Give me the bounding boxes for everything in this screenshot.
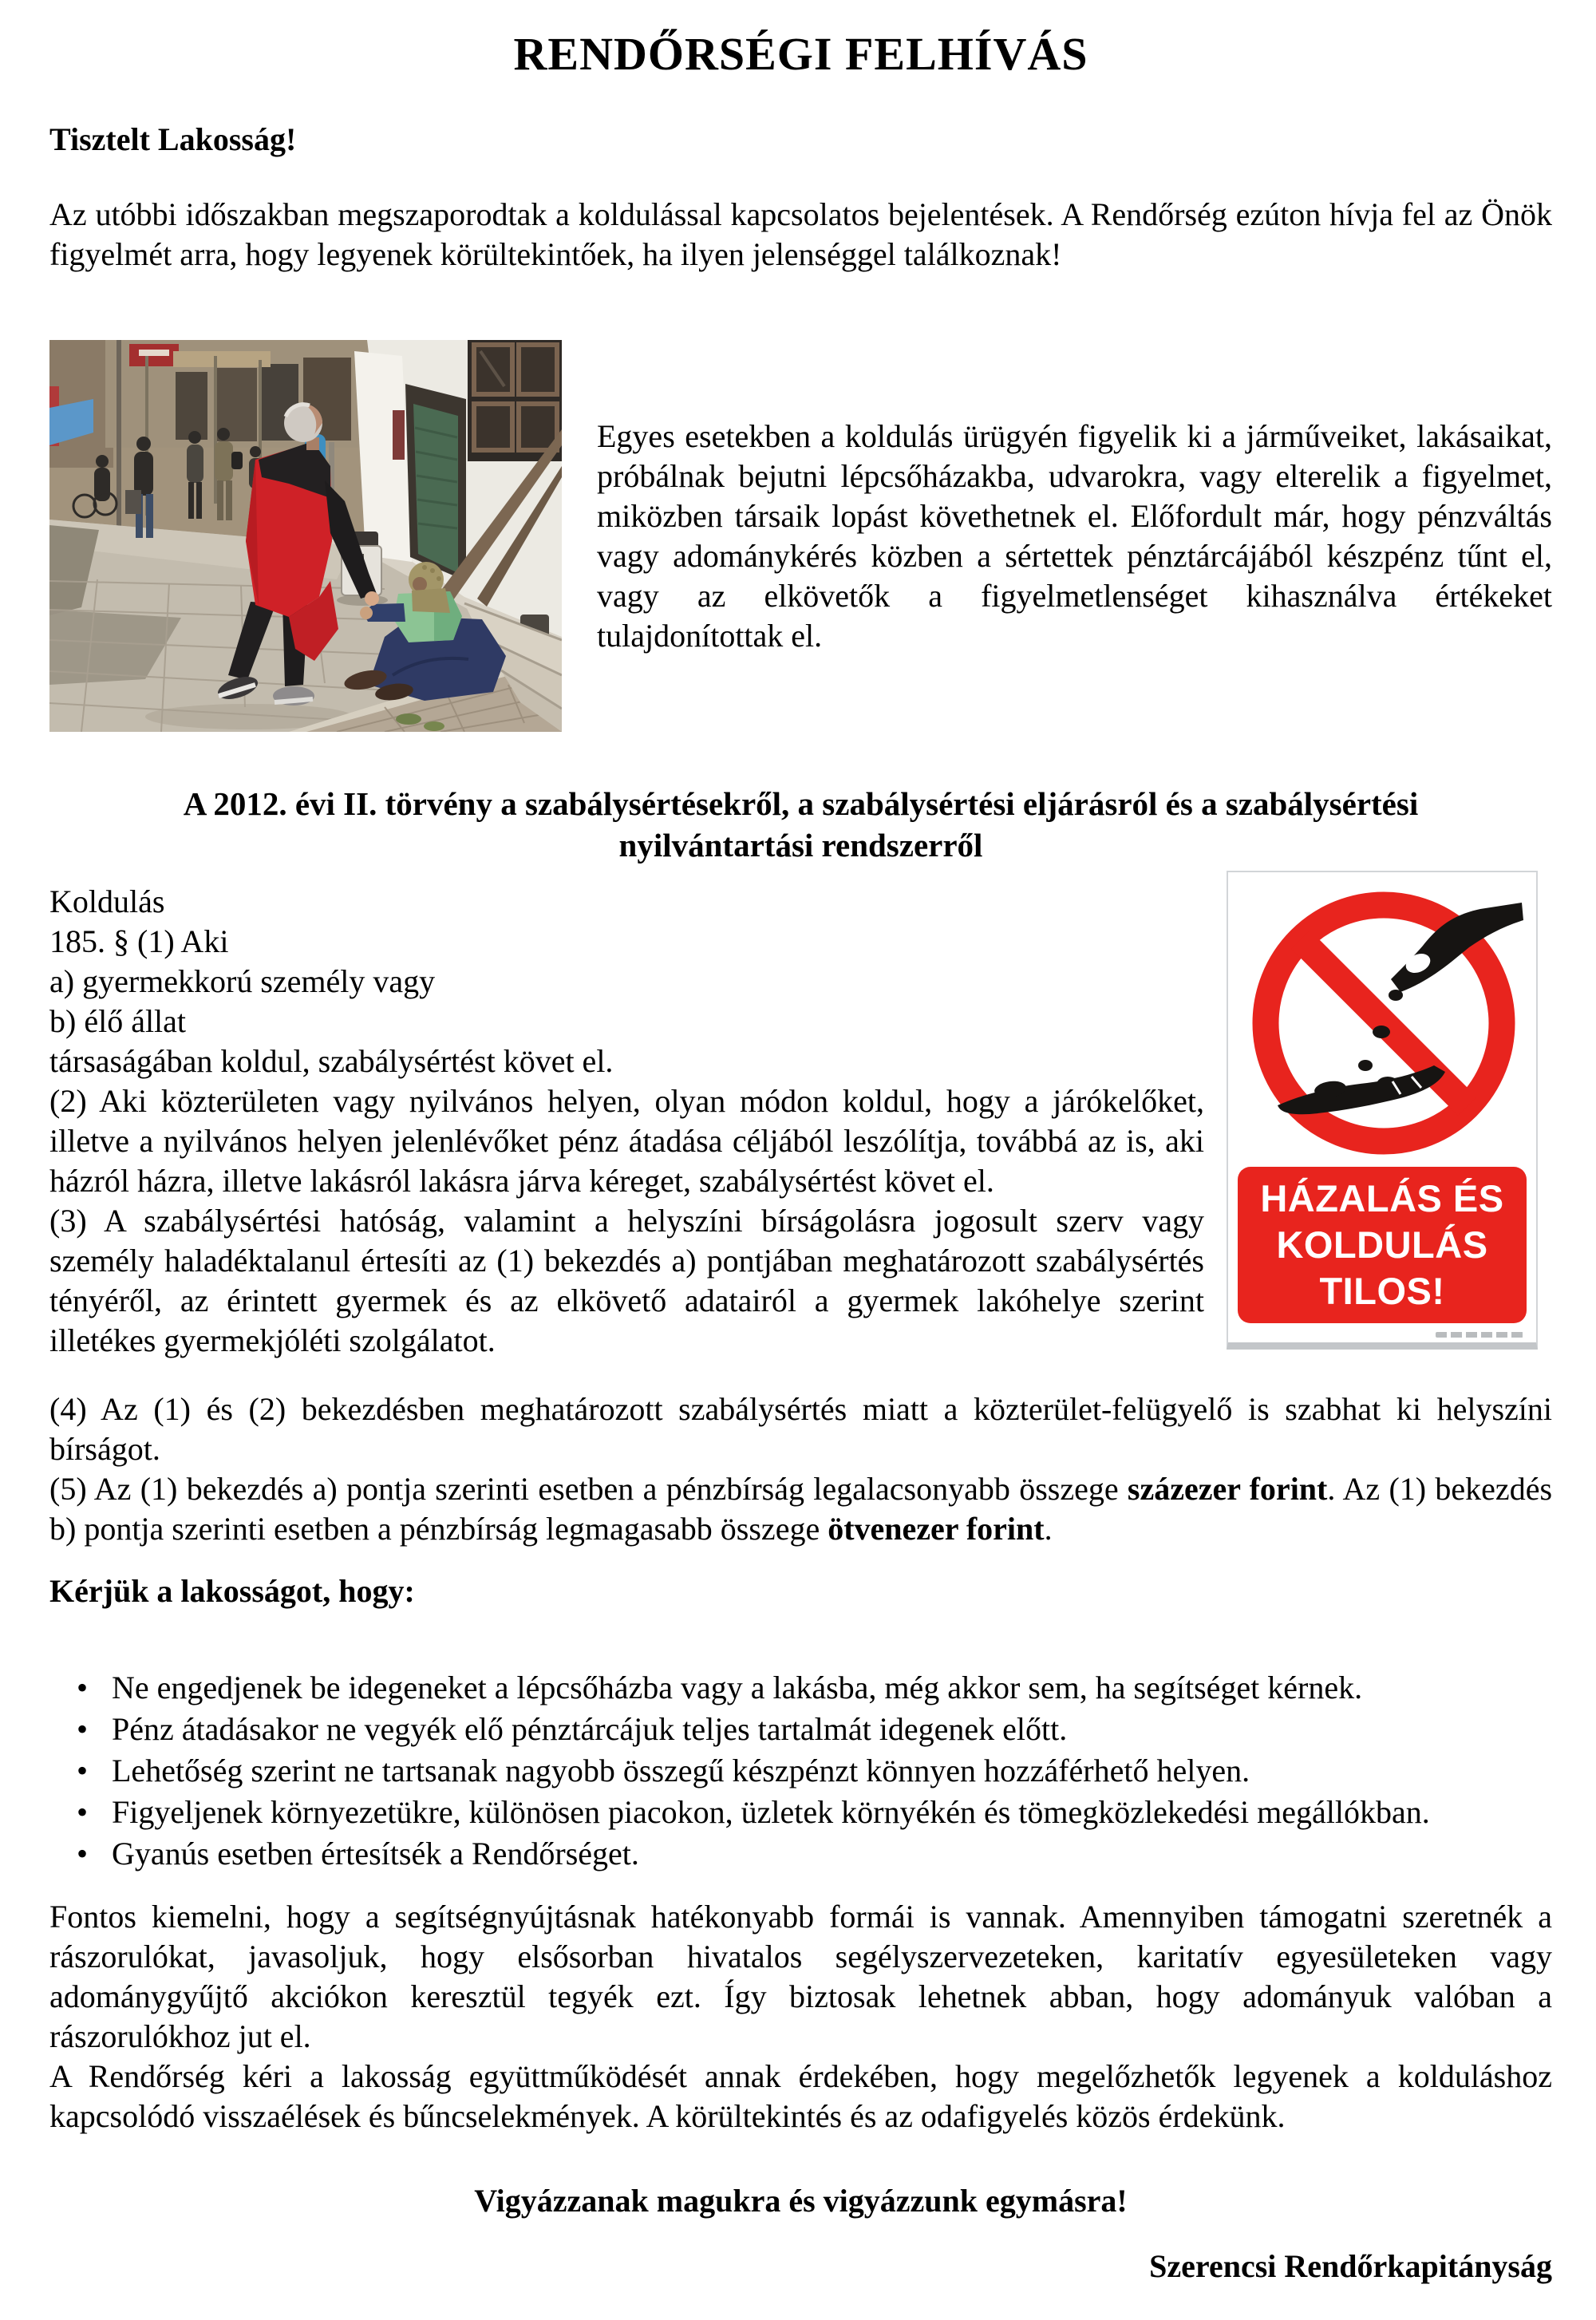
list-item: • Pénz átadásakor ne vegyék elő pénztárcájuk teljes tartalmát idegenek előtt. <box>77 1709 1552 1750</box>
motto: Vigyázzanak magukra és vigyázzunk egymásra! <box>474 2183 1128 2219</box>
law-paragraph-4: (4) Az (1) és (2) bekezdésben meghatározott szabálysértés miatt a közterület-felügyelő is szabhat ki helyszíni bírságot. <box>49 1391 1552 1467</box>
law-5-text3: . <box>1044 1511 1053 1547</box>
law-line-b: b) élő állat <box>49 1003 187 1039</box>
list-item: • Ne engedjenek be idegeneket a lépcsőházba vagy a lakásba, még akkor sem, ha segítséget kérnek. <box>77 1667 1552 1709</box>
advice-list <box>49 1667 1552 1875</box>
law-5-text1: (5) Az (1) bekezdés a) pontja szerinti esetben a pénzbírság legalacsonyabb összege <box>49 1471 1128 1507</box>
sign-watermark <box>1436 1332 1523 1338</box>
no-begging-pictogram <box>1236 875 1531 1171</box>
law-line-185: 185. § (1) Aki <box>49 923 229 959</box>
photo-and-text-row <box>49 340 1552 732</box>
law-paragraph-3: (3) A szabálysértési hatóság, valamint a helyszíni bírságolásra jogosult szerv vagy személy haladéktalanul értesíti az (1) bekezdés a) pontjában meghatározott szabálysértés tényéről, az érintett gyermek és az elkövető adatairól a gyermek lakóhelye szerint illetékes gyermekjóléti szolgálatot. <box>49 1203 1204 1358</box>
request-heading: Kérjük a lakosságot, hogy: <box>49 1573 415 1609</box>
sign-line3: TILOS! <box>1319 1270 1445 1312</box>
sign-line2: KOLDULÁS <box>1276 1223 1488 1266</box>
list-item: • Gyanús esetben értesítsék a Rendőrséget. <box>77 1833 1552 1875</box>
intro-paragraph: Az utóbbi időszakban megszaporodtak a koldulással kapcsolatos bejelentések. A Rendőrség ezúton hívja fel az Önök figyelmét arra, hogy legyenek körültekintőek, ha ilyen jelenséggel találkoznak! <box>49 196 1552 272</box>
list-item: • Figyeljenek környezetükre, különösen piacokon, üzletek környékén és tömegközlekedési megállókban. <box>77 1792 1552 1833</box>
page-title: RENDŐRSÉGI FELHÍVÁS <box>513 28 1088 80</box>
sign-text-box <box>1238 1167 1527 1323</box>
law-line-kolduras: Koldulás <box>49 883 165 919</box>
closing-paragraph-2: A Rendőrség kéri a lakosság együttműködését annak érdekében, hogy megelőzhetők legyenek a kolduláshoz kapcsolódó visszaélések és bűncselekmények. A körültekintés és az odafigyelés közös érdekünk. <box>49 2058 1552 2134</box>
closing-paragraph-1: Fontos kiemelni, hogy a segítségnyújtásnak hatékonyabb formái is vannak. Amennyiben támogatni szeretnék a rászorulókat, javasoljuk, hogy elsősorban hivatalos segélyszervezeteken, karitatív egyesületeken vagy adománygyűjtő akciókon keresztül tegyék ezt. Így biztosak lehetnek abban, hogy adományuk valóban a rászorulókhoz jut el. <box>49 1899 1552 2054</box>
law-heading <box>49 783 1552 866</box>
law-section <box>49 882 1552 1549</box>
street-scene-illustration <box>49 340 562 732</box>
salutation: Tisztelt Lakosság! <box>49 121 297 157</box>
law-5-text2: . Az (1) bekezdés b) pontja szerinti esetben a pénzbírság legmagasabb összege <box>49 1471 1553 1547</box>
photo-side-paragraph: Egyes esetekben a koldulás ürügyén figyelik ki a járműveiket, lakásaikat, próbálnak bejutni lépcsőházakba, udvarokra, vagy elterelik a figyelmet, miközben társaik lopást követhetnek el. Előfordult már, hogy pénzváltás vagy adománykérés közben a sértettek pénztárcájából készpénz tűnt el, vagy az elkövetők a figyelmetlenséget kihasználva értékeket tulajdonítottak el. <box>597 418 1552 654</box>
signature: Szerencsi Rendőrkapitányság <box>1149 2248 1552 2284</box>
law-heading-line1: A 2012. évi II. törvény a szabálysértésekről, a szabálysértési eljárásról és a szabálysértési <box>183 785 1419 822</box>
list-item: • Lehetőség szerint ne tartsanak nagyobb összegű készpénzt könnyen hozzáférhető helyen. <box>77 1750 1552 1792</box>
law-heading-line2: nyilvántartási rendszerről <box>618 827 983 864</box>
law-5-bold-szazezer: százezer forint <box>1127 1471 1328 1507</box>
law-paragraph-2: (2) Aki közterületen vagy nyilvános helyen, olyan módon koldul, hogy a járókelőket, illetve a nyilvános helyen jelenlévőket pénz átadása céljából leszólítja, továbbá az is, aki házról házra, illetve lakásról lakásra járva kéreget, szabálysértést követ el. <box>49 1083 1204 1199</box>
sign-line1: HÁZALÁS ÉS <box>1260 1177 1504 1219</box>
law-line-tarsasagaban: társaságában koldul, szabálysértést követ el. <box>49 1043 614 1079</box>
street-begging-photo <box>49 340 562 732</box>
law-5-bold-otvenezer: ötvenezer forint <box>828 1511 1045 1547</box>
law-paragraph-5 <box>49 1469 1552 1549</box>
law-line-a: a) gyermekkorú személy vagy <box>49 963 436 999</box>
no-begging-sign <box>1227 871 1538 1350</box>
